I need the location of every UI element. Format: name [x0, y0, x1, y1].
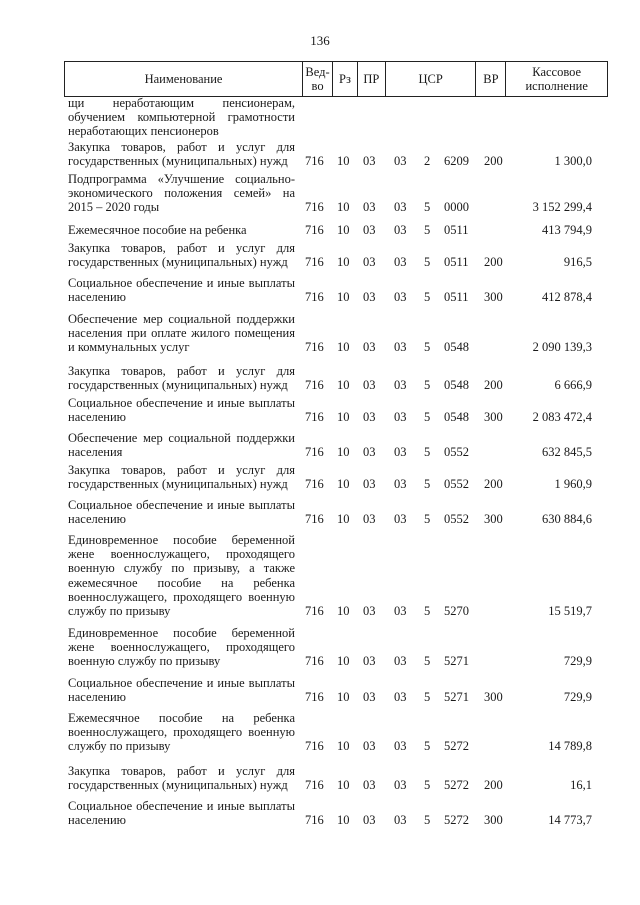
cell-ved: 716: [305, 778, 324, 793]
row-name: Социальное обеспечение и иные выплаты населению: [68, 676, 295, 705]
cell-rz: 10: [337, 378, 350, 393]
cell-cs2: 5: [424, 654, 431, 669]
cell-cs2: 5: [424, 477, 431, 492]
cell-cs3: 0552: [444, 477, 469, 492]
row-name: Обеспечение мер социальной поддержки населения при оплате жилого помещения и коммунальных услуг: [68, 312, 295, 355]
cell-cs3: 5270: [444, 604, 469, 618]
cell-rz: 10: [337, 154, 350, 169]
cell-ved: 716: [305, 690, 324, 705]
row-name: Социальное обеспечение и иные выплаты населению: [68, 396, 295, 425]
header-ved: Вед-во: [303, 62, 333, 96]
row-name: Закупка товаров, работ и услуг для государственных (муниципальных) нужд: [68, 140, 295, 169]
cell-rz: 10: [337, 223, 350, 237]
cell-cs1: 03: [394, 154, 407, 169]
cell-cs3: 5272: [444, 813, 469, 828]
cell-kas: 2 083 472,4: [532, 410, 592, 425]
cell-rz: 10: [337, 690, 350, 705]
cell-vr: 200: [484, 154, 503, 169]
cell-cs1: 03: [394, 255, 407, 270]
cell-cs2: 2: [424, 154, 431, 169]
cell-kas: 3 152 299,4: [532, 200, 592, 215]
cell-pr: 03: [363, 200, 376, 215]
cell-vr: 300: [484, 512, 503, 527]
cell-cs2: 5: [424, 778, 431, 793]
cell-pr: 03: [363, 739, 376, 754]
page-number: 136: [310, 33, 330, 48]
header-csr: ЦСР: [386, 62, 477, 96]
cell-cs2: 5: [424, 739, 431, 754]
cell-cs1: 03: [394, 445, 407, 460]
cell-cs1: 03: [394, 813, 407, 828]
cell-pr: 03: [363, 378, 376, 393]
header-pr: ПР: [358, 62, 386, 96]
cell-rz: 10: [337, 410, 350, 425]
cell-vr: 200: [484, 255, 503, 270]
cell-ved: 716: [305, 200, 324, 215]
cell-cs2: 5: [424, 445, 431, 460]
cell-pr: 03: [363, 290, 376, 305]
cell-cs1: 03: [394, 690, 407, 705]
cell-vr: 300: [484, 290, 503, 305]
cell-rz: 10: [337, 512, 350, 527]
cell-pr: 03: [363, 813, 376, 828]
cell-cs1: 03: [394, 604, 407, 618]
cell-rz: 10: [337, 445, 350, 460]
cell-ved: 716: [305, 512, 324, 527]
cell-rz: 10: [337, 813, 350, 828]
cell-pr: 03: [363, 223, 376, 237]
cell-cs3: 0548: [444, 340, 469, 355]
cell-cs1: 03: [394, 378, 407, 393]
cell-cs2: 5: [424, 223, 431, 237]
cell-cs1: 03: [394, 477, 407, 492]
cell-rz: 10: [337, 255, 350, 270]
cell-cs3: 0552: [444, 445, 469, 460]
row-name: щи неработающим пенсионерам, обучением компьютерной грамотности неработающих пенсионеров: [68, 96, 295, 139]
cell-cs3: 5272: [444, 739, 469, 754]
cell-pr: 03: [363, 654, 376, 669]
cell-cs2: 5: [424, 410, 431, 425]
cell-cs3: 6209: [444, 154, 469, 169]
cell-cs3: 5272: [444, 778, 469, 793]
cell-cs3: 0548: [444, 378, 469, 393]
cell-kas: 15 519,7: [548, 604, 592, 618]
table-header: [64, 61, 608, 97]
cell-pr: 03: [363, 445, 376, 460]
cell-rz: 10: [337, 778, 350, 793]
cell-cs1: 03: [394, 778, 407, 793]
cell-cs1: 03: [394, 200, 407, 215]
cell-kas: 1 960,9: [554, 477, 592, 492]
cell-cs1: 03: [394, 739, 407, 754]
cell-cs3: 5271: [444, 654, 469, 669]
header-vr: ВР: [476, 62, 506, 96]
cell-ved: 716: [305, 654, 324, 669]
cell-cs1: 03: [394, 290, 407, 305]
cell-cs3: 0511: [444, 255, 469, 270]
row-name: Единовременное пособие беременной жене военнослужащего, проходящего военную службу по призыву, а также ежемесячное пособие на ребенка военнослужащего, проходящего военную службу по призыву: [68, 533, 295, 619]
cell-cs1: 03: [394, 340, 407, 355]
cell-rz: 10: [337, 340, 350, 355]
cell-pr: 03: [363, 690, 376, 705]
cell-pr: 03: [363, 410, 376, 425]
cell-rz: 10: [337, 604, 350, 618]
cell-kas: 14 773,7: [548, 813, 592, 828]
cell-kas: 6 666,9: [554, 378, 592, 393]
cell-pr: 03: [363, 604, 376, 618]
cell-ved: 716: [305, 378, 324, 393]
row-name: Социальное обеспечение и иные выплаты населению: [68, 799, 295, 828]
cell-kas: 16,1: [570, 778, 592, 793]
row-name: Закупка товаров, работ и услуг для государственных (муниципальных) нужд: [68, 241, 295, 270]
cell-kas: 630 884,6: [542, 512, 592, 527]
cell-vr: 300: [484, 690, 503, 705]
cell-rz: 10: [337, 654, 350, 669]
cell-ved: 716: [305, 477, 324, 492]
cell-kas: 14 789,8: [548, 739, 592, 754]
cell-ved: 716: [305, 739, 324, 754]
cell-pr: 03: [363, 778, 376, 793]
header-name: Наименование: [65, 62, 303, 96]
header-rz: Рз: [333, 62, 358, 96]
cell-cs1: 03: [394, 512, 407, 527]
cell-cs3: 0511: [444, 290, 469, 305]
cell-vr: 200: [484, 778, 503, 793]
cell-ved: 716: [305, 445, 324, 460]
cell-cs2: 5: [424, 512, 431, 527]
row-name: Единовременное пособие беременной жене военнослужащего, проходящего военную службу по призыву: [68, 626, 295, 669]
cell-kas: 916,5: [563, 255, 592, 270]
header-kas: Кассовое исполнение: [525, 65, 588, 93]
cell-kas: 729,9: [563, 654, 592, 669]
cell-ved: 716: [305, 255, 324, 270]
cell-cs2: 5: [424, 690, 431, 705]
cell-vr: 200: [484, 477, 503, 492]
cell-cs3: 0552: [444, 512, 469, 527]
cell-rz: 10: [337, 290, 350, 305]
cell-kas: 2 090 139,3: [532, 340, 592, 355]
row-name: Обеспечение мер социальной поддержки населения: [68, 431, 295, 460]
cell-cs2: 5: [424, 200, 431, 215]
cell-kas: 412 878,4: [542, 290, 592, 305]
cell-pr: 03: [363, 255, 376, 270]
row-name: Подпрограмма «Улучшение социально-экономического положения семей» на 2015 – 2020 годы: [68, 172, 295, 215]
cell-cs1: 03: [394, 654, 407, 669]
cell-pr: 03: [363, 477, 376, 492]
cell-cs1: 03: [394, 410, 407, 425]
cell-ved: 716: [305, 340, 324, 355]
cell-ved: 716: [305, 223, 324, 237]
row-name: Социальное обеспечение и иные выплаты населению: [68, 276, 295, 305]
cell-cs2: 5: [424, 340, 431, 355]
cell-cs3: 0511: [444, 223, 469, 237]
cell-rz: 10: [337, 739, 350, 754]
cell-ved: 716: [305, 813, 324, 828]
cell-pr: 03: [363, 340, 376, 355]
cell-vr: 200: [484, 378, 503, 393]
cell-cs2: 5: [424, 604, 431, 618]
cell-cs3: 0000: [444, 200, 469, 215]
row-name: Ежемесячное пособие на ребенка: [68, 223, 247, 237]
cell-vr: 300: [484, 813, 503, 828]
cell-cs3: 0548: [444, 410, 469, 425]
cell-vr: 300: [484, 410, 503, 425]
cell-rz: 10: [337, 200, 350, 215]
cell-kas: 632 845,5: [542, 445, 592, 460]
cell-cs2: 5: [424, 255, 431, 270]
cell-cs2: 5: [424, 813, 431, 828]
cell-ved: 716: [305, 290, 324, 305]
row-name: Закупка товаров, работ и услуг для государственных (муниципальных) нужд: [68, 463, 295, 492]
cell-kas: 413 794,9: [542, 223, 592, 237]
cell-cs3: 5271: [444, 690, 469, 705]
cell-kas: 729,9: [563, 690, 592, 705]
cell-rz: 10: [337, 477, 350, 492]
cell-cs2: 5: [424, 290, 431, 305]
row-name: Закупка товаров, работ и услуг для государственных (муниципальных) нужд: [68, 764, 295, 793]
cell-ved: 716: [305, 410, 324, 425]
cell-cs1: 03: [394, 223, 407, 237]
cell-ved: 716: [305, 154, 324, 169]
row-name: Закупка товаров, работ и услуг для государственных (муниципальных) нужд: [68, 364, 295, 393]
cell-pr: 03: [363, 154, 376, 169]
row-name: Социальное обеспечение и иные выплаты населению: [68, 498, 295, 527]
cell-ved: 716: [305, 604, 324, 618]
row-name: Ежемесячное пособие на ребенка военнослужащего, проходящего военную службу по призыву: [68, 711, 295, 754]
cell-kas: 1 300,0: [554, 154, 592, 169]
cell-pr: 03: [363, 512, 376, 527]
cell-cs2: 5: [424, 378, 431, 393]
